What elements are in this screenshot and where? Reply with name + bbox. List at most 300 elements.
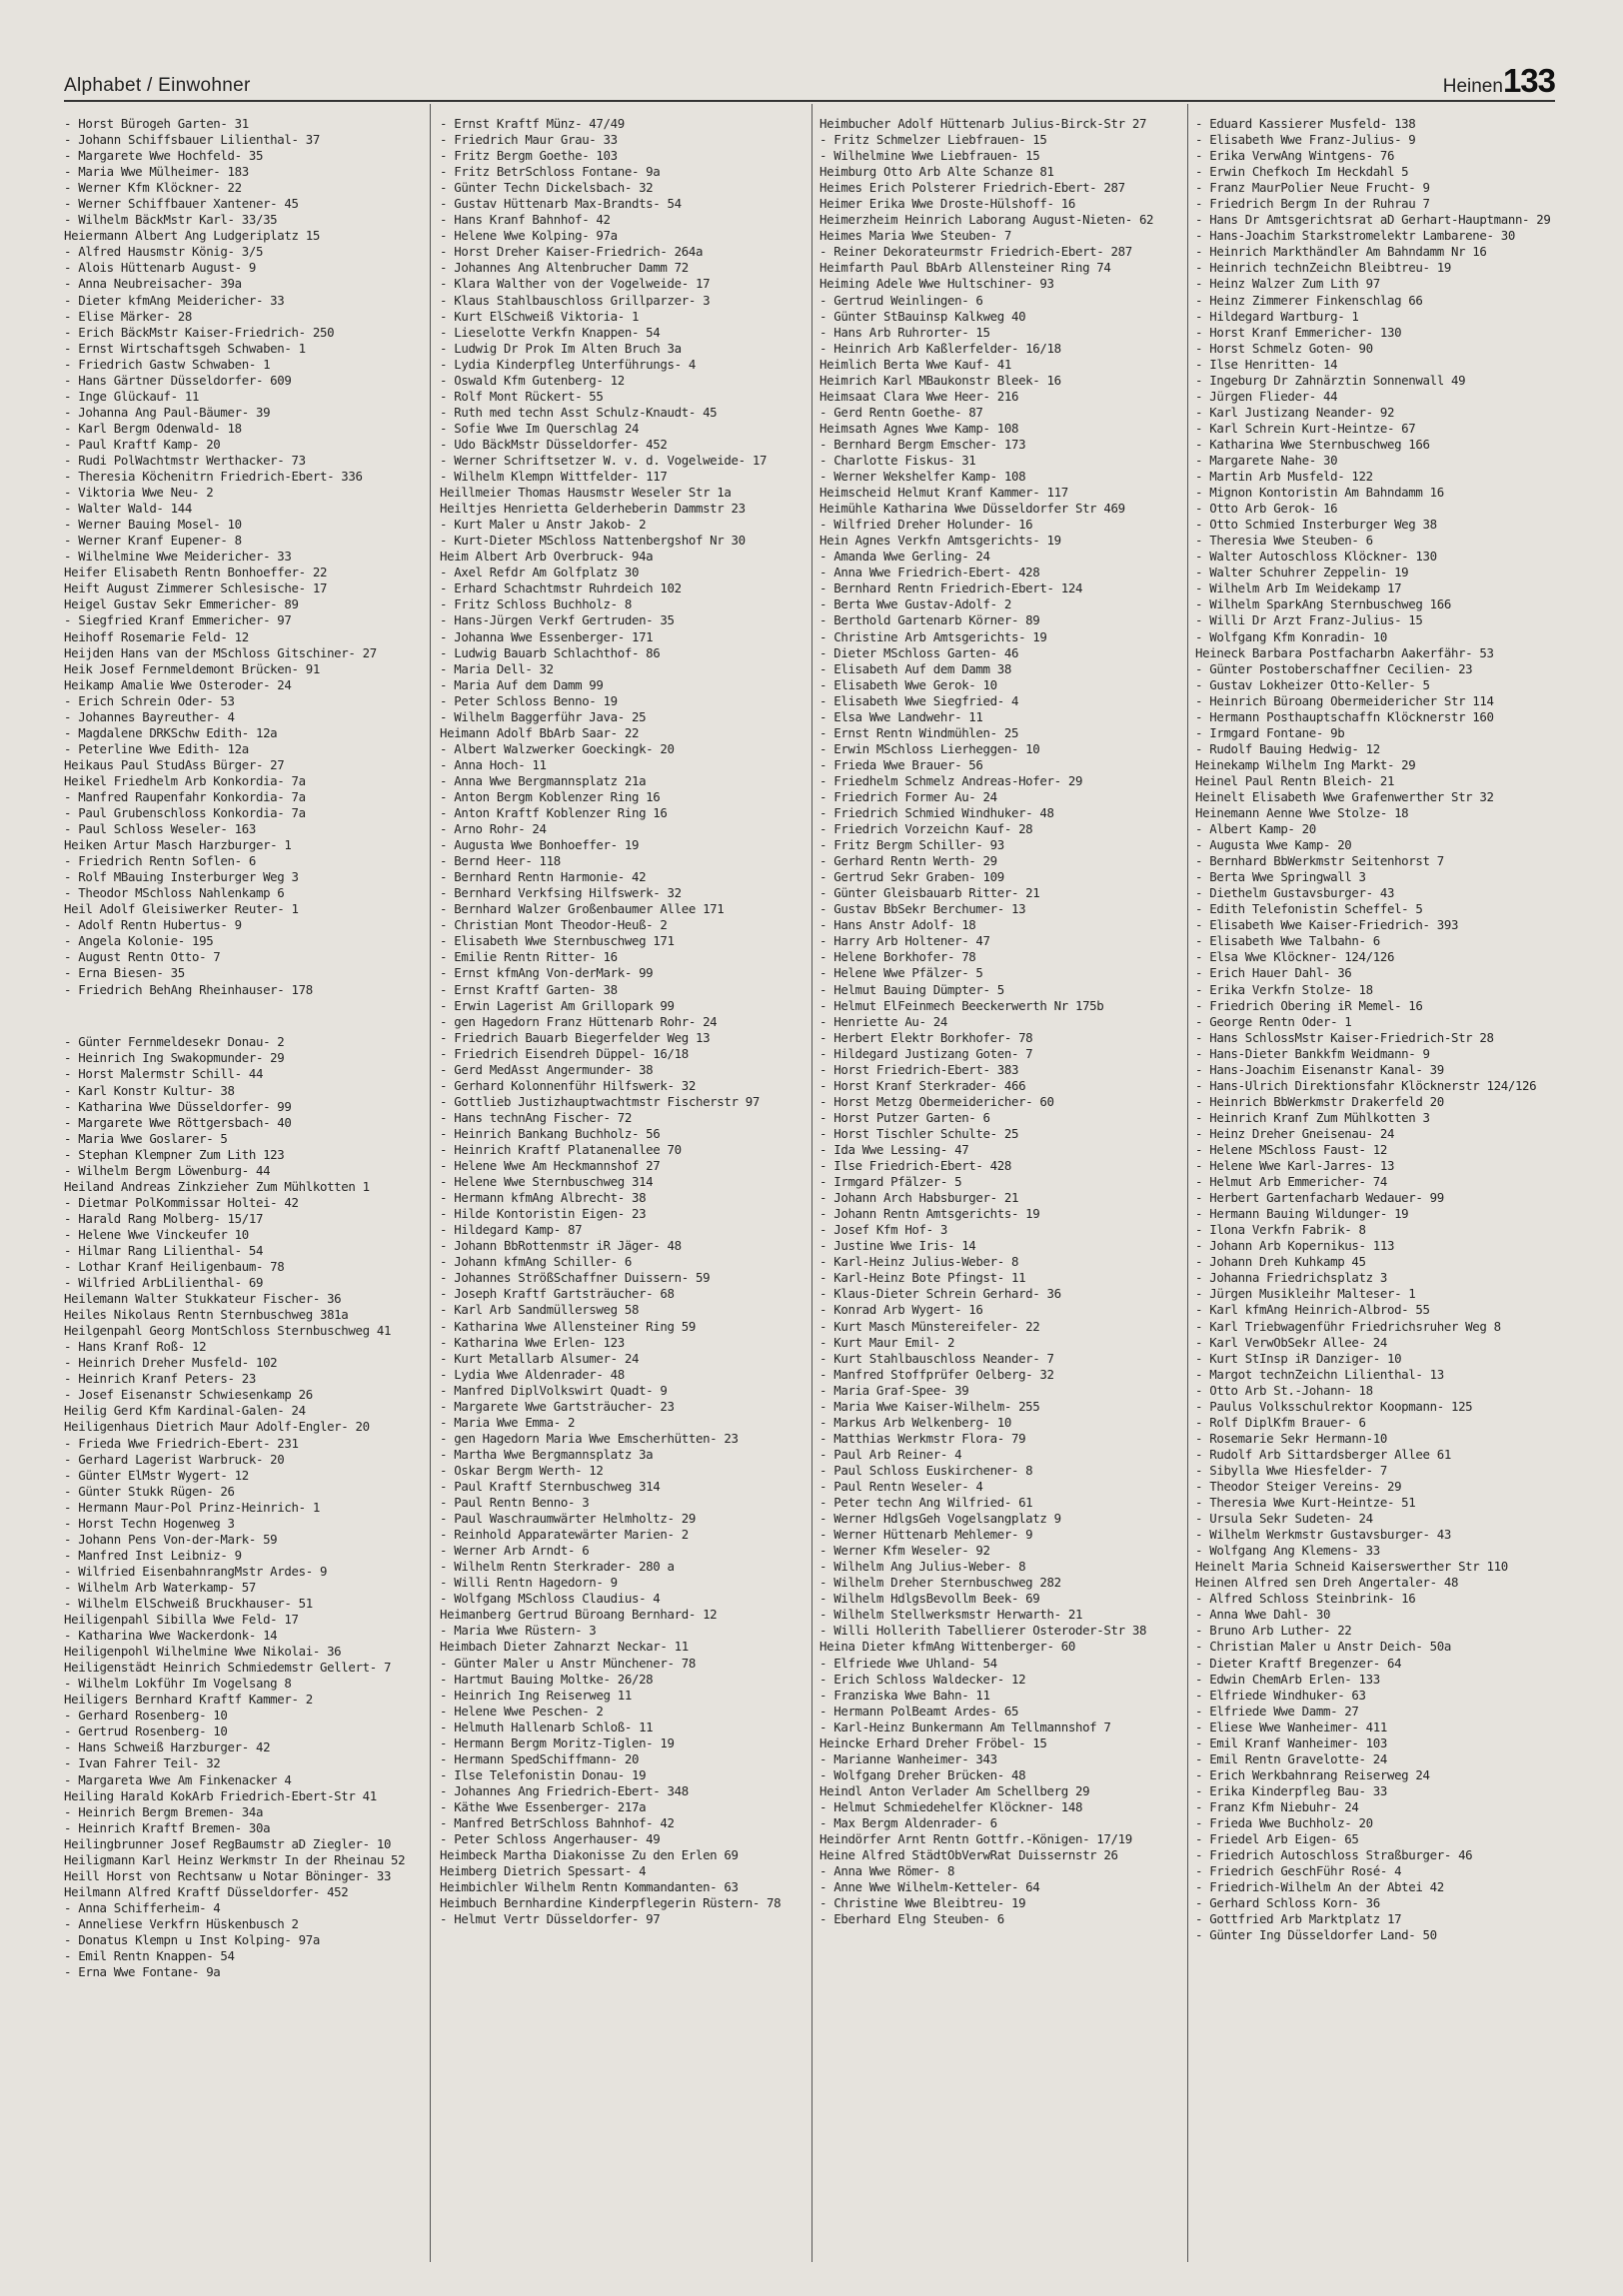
directory-entry: - Klaus-Dieter Schrein Gerhard- 36	[819, 1286, 1061, 1302]
directory-entry: - Elfriede Windhuker- 63	[1195, 1687, 1366, 1703]
directory-entry: - Günter StBauinsp Kalkweg 40	[819, 308, 1026, 324]
directory-entry: - Wilhelm ElSchweiß Bruckhauser- 51	[64, 1596, 313, 1611]
directory-entry: - Inge Glückauf- 11	[64, 388, 200, 404]
directory-entry: - Margarete Wwe Röttgersbach- 40	[64, 1114, 292, 1130]
directory-entry: - Walter Schuhrer Zeppelin- 19	[1195, 565, 1409, 580]
directory-entry: - Elisabeth Wwe Kaiser-Friedrich- 393	[1195, 917, 1459, 933]
directory-entry: - Hans-Joachim Eisenanstr Kanal- 39	[1195, 1061, 1444, 1077]
directory-entry: - Anneliese Verkfrn Hüskenbusch 2	[64, 1915, 299, 1931]
directory-entry: Heilingbrunner Josef RegBaumstr aD Ziegler- 10	[64, 1835, 392, 1851]
directory-entry: - Christine Arb Amtsgerichts- 19	[819, 628, 1047, 644]
directory-entry: - Margarete Nahe- 30	[1195, 452, 1338, 468]
directory-entry: - Günter Maler u Anstr Münchener- 78	[440, 1655, 696, 1671]
directory-entry: - Friedrich Former Au- 24	[819, 788, 997, 804]
directory-entry: - Hans Arb Ruhrorter- 15	[819, 324, 990, 340]
directory-entry: - Elise Märker- 28	[64, 308, 192, 324]
directory-entry: Heiles Nikolaus Rentn Sternbuschweg 381a	[64, 1307, 349, 1323]
directory-entry: - Ida Wwe Lessing- 47	[819, 1142, 969, 1157]
directory-entry: - Erich Schrein Oder- 53	[64, 692, 235, 708]
directory-entry: - Franziska Wwe Bahn- 11	[819, 1687, 990, 1703]
directory-entry: - Karl kfmAng Heinrich-Albrod- 55	[1195, 1302, 1430, 1318]
directory-entry: - Amanda Wwe Gerling- 24	[819, 549, 990, 565]
directory-entry: - Erika VerwAng Wintgens- 76	[1195, 148, 1395, 164]
directory-entry: - Franz MaurPolier Neue Frucht- 9	[1195, 180, 1430, 196]
directory-entry: - Anna Schifferheim- 4	[64, 1899, 221, 1915]
directory-entry: - Irmgard Fontane- 9b	[1195, 724, 1345, 740]
directory-entry: Heincke Erhard Dreher Fröbel- 15	[819, 1734, 1047, 1750]
directory-entry: - gen Hagedorn Maria Wwe Emscherhütten- 23	[440, 1430, 739, 1446]
directory-entry: - Frieda Wwe Brauer- 56	[819, 756, 983, 772]
directory-entry: - Bernhard Rentn Friedrich-Ebert- 124	[819, 580, 1083, 596]
directory-entry: - Ludwig Dr Prok Im Alten Bruch 3a	[440, 340, 682, 356]
directory-entry: Heinemann Aenne Wwe Stolze- 18	[1195, 805, 1409, 821]
directory-entry: - Heinrich Bankang Buchholz- 56	[440, 1125, 661, 1141]
directory-entry: - Klara Walther von der Vogelweide- 17	[440, 276, 711, 292]
directory-entry: - Johann kfmAng Schiller- 6	[440, 1254, 632, 1270]
directory-entry: - Gerhard Lagerist Warbruck- 20	[64, 1451, 285, 1467]
directory-entry: - Jürgen Flieder- 44	[1195, 388, 1338, 404]
directory-entry: - Erich Schloss Waldecker- 12	[819, 1671, 1026, 1687]
directory-entry: - Elisabeth Wwe Franz-Julius- 9	[1195, 132, 1416, 148]
directory-entry: Hein Agnes Verkfn Amtsgerichts- 19	[819, 533, 1061, 549]
directory-entry: Heilgenpahl Georg MontSchloss Sternbuschweg 41	[64, 1323, 392, 1339]
directory-entry: - Markus Arb Welkenberg- 10	[819, 1414, 1011, 1430]
directory-entry: - George Rentn Oder- 1	[1195, 1013, 1352, 1029]
directory-entry: - Helene Wwe Sternbuschweg 314	[440, 1174, 654, 1190]
directory-entry: - Matthias Werkmstr Flora- 79	[819, 1430, 1026, 1446]
directory-entry: - Paul Grubenschloss Konkordia- 7a	[64, 805, 306, 821]
directory-entry: - Elsa Wwe Landwehr- 11	[819, 708, 983, 724]
directory-entry: Heigel Gustav Sekr Emmericher- 89	[64, 596, 299, 612]
directory-entry: - Peter techn Ang Wilfried- 61	[819, 1495, 1033, 1511]
directory-entry: - Manfred Raupenfahr Konkordia- 7a	[64, 788, 306, 804]
directory-entry: - Eliese Wwe Wanheimer- 411	[1195, 1719, 1387, 1734]
directory-entry: - Theodor MSchloss Nahlenkamp 6	[64, 885, 285, 901]
directory-entry: - Heinrich Büroang Obermeidericher Str 114	[1195, 692, 1494, 708]
directory-entry: - Katharina Wwe Wackerdonk- 14	[64, 1628, 278, 1644]
directory-entry: - Friedrich Eisendreh Düppel- 16/18	[440, 1045, 689, 1061]
directory-entry: - Max Bergm Aldenrader- 6	[819, 1814, 997, 1830]
directory-entry: - Emil Rentn Gravelotte- 24	[1195, 1750, 1387, 1766]
directory-entry: - Bernhard Walzer Großenbaumer Allee 171	[440, 901, 725, 917]
directory-entry: Heinelt Maria Schneid Kaiserswerther Str 110	[1195, 1559, 1508, 1575]
directory-entry: - Eberhard Elng Steuben- 6	[819, 1911, 1004, 1927]
directory-entry: - Erna Wwe Fontane- 9a	[64, 1964, 221, 1980]
directory-entry: - Edwin ChemArb Erlen- 133	[1195, 1671, 1380, 1687]
directory-entry: Heikamp Amalie Wwe Osteroder- 24	[64, 676, 292, 692]
directory-entry: - Elsa Wwe Klöckner- 124/126	[1195, 949, 1395, 965]
directory-entry: - Friedrich-Wilhelm An der Abtei 42	[1195, 1879, 1444, 1895]
directory-entry: - Werner Schriftsetzer W. v. d. Vogelweide- 17	[440, 452, 768, 468]
directory-entry: - Diethelm Gustavsburger- 43	[1195, 885, 1395, 901]
directory-entry: - Horst Bürogeh Garten- 31	[64, 116, 249, 131]
directory-entry: - Hildegard Justizang Goten- 7	[819, 1045, 1033, 1061]
directory-entry: - Walter Autoschloss Klöckner- 130	[1195, 549, 1437, 565]
directory-entry: - Heinrich Ing Reiserweg 11	[440, 1687, 632, 1703]
directory-entry: - Werner HdlgsGeh Vogelsangplatz 9	[819, 1511, 1061, 1527]
directory-entry: - Ernst Rentn Windmühlen- 25	[819, 724, 1019, 740]
directory-entry: - Reinhold Apparatewärter Marien- 2	[440, 1527, 689, 1543]
directory-entry: - Hermann kfmAng Albrecht- 38	[440, 1190, 647, 1206]
directory-entry: Heikaus Paul StudAss Bürger- 27	[64, 756, 285, 772]
directory-entry: - Friedrich Schmied Windhuker- 48	[819, 805, 1054, 821]
directory-entry: - Klaus Stahlbauschloss Grillparzer- 3	[440, 292, 711, 308]
directory-entry: Heiken Artur Masch Harzburger- 1	[64, 837, 292, 853]
directory-entry: - Marianne Wanheimer- 343	[819, 1750, 997, 1766]
directory-entry: - Bernd Heer- 118	[440, 853, 561, 869]
directory-entry: - Ingeburg Dr Zahnärztin Sonnenwall 49	[1195, 372, 1466, 388]
directory-entry: Heimanberg Gertrud Büroang Bernhard- 12	[440, 1607, 718, 1623]
directory-entry: - Helene Borkhofer- 78	[819, 949, 976, 965]
directory-entry: Heimburg Otto Arb Alte Schanze 81	[819, 164, 1054, 180]
directory-entry: - Harald Rang Molberg- 15/17	[64, 1210, 264, 1226]
page-keyword: Heinen	[1442, 76, 1503, 97]
directory-entry: - Johannes Ang Altenbrucher Damm 72	[440, 260, 689, 276]
directory-entry: - Berta Wwe Springwall 3	[1195, 869, 1366, 885]
directory-entry: - Theresia Wwe Steuben- 6	[1195, 533, 1373, 549]
directory-entry: - Gertrud Rosenberg- 10	[64, 1723, 228, 1739]
directory-column-3	[819, 116, 1185, 2274]
directory-entry: - Maria Wwe Goslarer- 5	[64, 1130, 228, 1146]
directory-entry: - Otto Arb St.-Johann- 18	[1195, 1382, 1373, 1398]
directory-entry: - Fritz Schmelzer Liebfrauen- 15	[819, 132, 1047, 148]
directory-entry: - Werner Bauing Mosel- 10	[64, 517, 242, 533]
directory-entry: - Helene Wwe Pfälzer- 5	[819, 965, 983, 981]
directory-entry: - Heinz Walzer Zum Lith 97	[1195, 276, 1380, 292]
directory-entry: - Helmut Bauing Dümpter- 5	[819, 981, 1004, 997]
directory-entry: - Paul Rentn Benno- 3	[440, 1495, 590, 1511]
directory-entry: - Johannes StrößSchaffner Duissern- 59	[440, 1270, 711, 1286]
directory-entry: Heil Adolf Gleisiwerker Reuter- 1	[64, 901, 299, 917]
directory-entry: - Augusta Wwe Bonhoeffer- 19	[440, 837, 640, 853]
directory-entry: - Katharina Wwe Düsseldorfer- 99	[64, 1098, 292, 1114]
directory-entry: - Justine Wwe Iris- 14	[819, 1238, 976, 1254]
directory-entry: Heijden Hans van der MSchloss Gitschiner- 27	[64, 644, 377, 660]
directory-entry: Heimlich Berta Wwe Kauf- 41	[819, 356, 1011, 372]
directory-entry: - Wilhelm Stellwerksmstr Herwarth- 21	[819, 1607, 1083, 1623]
directory-entry: - Helene Wwe Am Heckmannshof 27	[440, 1158, 661, 1174]
directory-entry: - Hildegard Wartburg- 1	[1195, 308, 1359, 324]
directory-entry: Heindl Anton Verlader Am Schellberg 29	[819, 1782, 1090, 1798]
directory-entry: - Berta Wwe Gustav-Adolf- 2	[819, 596, 1011, 612]
directory-entry: - Otto Arb Gerok- 16	[1195, 501, 1338, 517]
directory-entry: Heineck Barbara Postfacharbn Aakerfähr- 53	[1195, 644, 1494, 660]
directory-entry: - Gerhard Kolonnenführ Hilfswerk- 32	[440, 1077, 696, 1093]
directory-entry: - Hans SchlossMstr Kaiser-Friedrich-Str 28	[1195, 1029, 1494, 1045]
directory-entry: Heiltjes Henrietta Gelderheberin Dammstr 23	[440, 501, 746, 517]
directory-entry: - Alfred Hausmstr König- 3/5	[64, 244, 264, 260]
directory-entry: - Rolf MBauing Insterburger Weg 3	[64, 869, 299, 885]
directory-entry: - Magdalene DRKSchw Edith- 12a	[64, 724, 278, 740]
directory-entry: - Heinrich Kraftf Platanenallee 70	[440, 1142, 682, 1157]
directory-entry: - Johannes Ang Friedrich-Ebert- 348	[440, 1782, 689, 1798]
directory-entry: - Johanna Ang Paul-Bäumer- 39	[64, 404, 271, 420]
directory-entry: - Karl Schrein Kurt-Heintze- 67	[1195, 420, 1416, 436]
directory-entry: - Heinrich technZeichn Bleibtreu- 19	[1195, 260, 1451, 276]
directory-entry: - Sofie Wwe Im Querschlag 24	[440, 420, 640, 436]
directory-entry: - Wilhelm Werkmstr Gustavsburger- 43	[1195, 1527, 1451, 1543]
directory-entry: - Frieda Wwe Friedrich-Ebert- 231	[64, 1435, 299, 1451]
directory-entry: - Anna Wwe Römer- 8	[819, 1863, 955, 1879]
directory-entry: - Johann Rentn Amtsgerichts- 19	[819, 1206, 1040, 1222]
directory-entry: - Fritz Bergm Goethe- 103	[440, 148, 618, 164]
directory-entry: - Johann Schiffsbauer Lilienthal- 37	[64, 132, 320, 148]
directory-entry: - Paul Kraftf Sternbuschweg 314	[440, 1478, 661, 1494]
directory-entry: - Hans-Ulrich Direktionsfahr Klöcknerstr 124/126	[1195, 1077, 1537, 1093]
directory-entry: - Horst Techn Hogenweg 3	[64, 1515, 235, 1531]
directory-entry: Heikel Friedhelm Arb Konkordia- 7a	[64, 772, 306, 788]
directory-entry: - August Rentn Otto- 7	[64, 949, 221, 965]
directory-entry: - Karl Konstr Kultur- 38	[64, 1082, 235, 1098]
directory-entry: - Paul Rentn Weseler- 4	[819, 1478, 983, 1494]
directory-entry: - Hans-Jürgen Verkf Gertruden- 35	[440, 612, 675, 628]
directory-entry: - Gerhard Rosenberg- 10	[64, 1708, 228, 1723]
directory-entry: - Eduard Kassierer Musfeld- 138	[1195, 116, 1416, 131]
directory-entry: Heine Alfred StädtObVerwRat Duissernstr 26	[819, 1847, 1118, 1863]
directory-entry: - Kurt Masch Münstereifeler- 22	[819, 1318, 1040, 1334]
directory-entry: - Anna Wwe Friedrich-Ebert- 428	[819, 565, 1040, 580]
directory-entry: Heimerzheim Heinrich Laborang August-Nieten- 62	[819, 212, 1154, 228]
directory-entry: - Bernhard Verkfsing Hilfswerk- 32	[440, 885, 682, 901]
directory-entry: Heim Albert Arb Overbruck- 94a	[440, 549, 654, 565]
directory-entry: Heinen Alfred sen Dreh Angertaler- 48	[1195, 1575, 1459, 1591]
directory-entry: - Herbert Elektr Borkhofer- 78	[819, 1029, 1033, 1045]
directory-entry: - Werner Hüttenarb Mehlemer- 9	[819, 1527, 1033, 1543]
directory-entry: - Elisabeth Wwe Sternbuschweg 171	[440, 933, 675, 949]
directory-entry: Heiligenhaus Dietrich Maur Adolf-Engler- 20	[64, 1419, 370, 1435]
directory-entry: - Horst Metzg Obermeidericher- 60	[819, 1093, 1054, 1109]
directory-entry: - Albert Walzwerker Goeckingk- 20	[440, 740, 675, 756]
directory-entry: Heimbuch Bernhardine Kinderpflegerin Rüstern- 78	[440, 1895, 782, 1911]
directory-entry: - Augusta Wwe Kamp- 20	[1195, 837, 1352, 853]
directory-entry: Heiligers Bernhard Kraftf Kammer- 2	[64, 1692, 313, 1708]
directory-entry: - Gertrud Sekr Graben- 109	[819, 869, 1004, 885]
column-divider	[430, 104, 431, 2262]
directory-entry: - Lydia Wwe Aldenrader- 48	[440, 1366, 625, 1382]
directory-entry: - Horst Malermstr Schill- 44	[64, 1066, 264, 1082]
directory-column-4	[1195, 116, 1559, 2274]
directory-entry: - Willi Rentn Hagedorn- 9	[440, 1575, 618, 1591]
directory-entry: - Wilhelm SparkAng Sternbuschweg 166	[1195, 596, 1451, 612]
directory-entry: - Josef Kfm Hof- 3	[819, 1222, 947, 1238]
directory-entry: - Johanna Wwe Essenberger- 171	[440, 628, 654, 644]
directory-entry: - Hans Gärtner Düsseldorfer- 609	[64, 372, 292, 388]
directory-entry: Heinekamp Wilhelm Ing Markt- 29	[1195, 756, 1416, 772]
directory-entry: - Wilhelm Baggerführ Java- 25	[440, 708, 647, 724]
directory-entry: - Friedrich Bauarb Biegerfelder Weg 13	[440, 1029, 711, 1045]
directory-entry: - Rudi PolWachtmstr Werthacker- 73	[64, 452, 306, 468]
directory-entry: - Elfriede Wwe Uhland- 54	[819, 1655, 997, 1671]
directory-entry: - Gerhard Schloss Korn- 36	[1195, 1895, 1380, 1911]
directory-entry: - Wilhelm Dreher Sternbuschweg 282	[819, 1575, 1061, 1591]
directory-entry: - Wilhelm Arb Waterkamp- 57	[64, 1579, 256, 1595]
directory-entry: - Charlotte Fiskus- 31	[819, 452, 976, 468]
directory-entry: - Edith Telefonistin Scheffel- 5	[1195, 901, 1423, 917]
directory-entry: - Hans Kranf Roß- 12	[64, 1339, 207, 1355]
directory-entry: - Kurt-Dieter MSchloss Nattenbergshof Nr 30	[440, 533, 746, 549]
directory-entry: - Erwin Chefkoch Im Heckdahl 5	[1195, 164, 1409, 180]
directory-entry: - Martin Arb Musfeld- 122	[1195, 469, 1373, 485]
directory-entry: - Kurt ElSchweiß Viktoria- 1	[440, 308, 640, 324]
section-title: Alphabet / Einwohner	[64, 75, 251, 96]
directory-entry: - Wilhelm Arb Im Weidekamp 17	[1195, 580, 1402, 596]
directory-entry: - Hildegard Kamp- 87	[440, 1222, 583, 1238]
page-header	[64, 64, 1555, 102]
directory-entry: - Ilse Friedrich-Ebert- 428	[819, 1158, 1011, 1174]
directory-entry: Heilmann Alfred Kraftf Düsseldorfer- 452	[64, 1883, 349, 1899]
directory-entry: - Wilhelm BäckMstr Karl- 33/35	[64, 212, 278, 228]
directory-entry: Heimsath Agnes Wwe Kamp- 108	[819, 420, 1019, 436]
directory-entry: - Friedrich BehAng Rheinhauser- 178	[64, 981, 313, 997]
directory-entry: - Anna Neubreisacher- 39a	[64, 276, 242, 292]
directory-entry: - Gerd MedAsst Angermunder- 38	[440, 1061, 654, 1077]
directory-entry: - Ursula Sekr Sudeten- 24	[1195, 1511, 1373, 1527]
directory-entry: - Oskar Bergm Werth- 12	[440, 1462, 604, 1478]
directory-entry: Heiland Andreas Zinkzieher Zum Mühlkotten 1	[64, 1178, 370, 1194]
directory-entry: - Sibylla Wwe Hiesfelder- 7	[1195, 1462, 1387, 1478]
directory-entry: - Ilse Henritten- 14	[1195, 356, 1338, 372]
directory-entry: - Wolfgang Kfm Konradin- 10	[1195, 628, 1387, 644]
directory-entry: - Hans technAng Fischer- 72	[440, 1109, 632, 1125]
directory-entry: - Günter Techn Dickelsbach- 32	[440, 180, 654, 196]
directory-entry: - Lothar Kranf Heiligenbaum- 78	[64, 1259, 285, 1275]
directory-entry: - Martha Wwe Bergmannsplatz 3a	[440, 1446, 654, 1462]
directory-entry: - Günter Gleisbauarb Ritter- 21	[819, 885, 1040, 901]
directory-entry: - Peterline Wwe Edith- 12a	[64, 740, 249, 756]
directory-entry: - Maria Wwe Mülheimer- 183	[64, 164, 249, 180]
directory-entry: - Elfriede Wwe Damm- 27	[1195, 1703, 1359, 1719]
directory-entry: - Günter Ing Düsseldorfer Land- 50	[1195, 1927, 1437, 1943]
directory-entry: - Maria Auf dem Damm 99	[440, 676, 604, 692]
directory-column-2	[440, 116, 806, 2274]
directory-entry: Heimsaat Clara Wwe Heer- 216	[819, 388, 1019, 404]
directory-entry: - Christian Maler u Anstr Deich- 50a	[1195, 1639, 1451, 1655]
directory-entry: - Theresia Wwe Kurt-Heintze- 51	[1195, 1495, 1416, 1511]
directory-entry: - Werner Schiffbauer Xantener- 45	[64, 196, 299, 212]
directory-entry: - Oswald Kfm Gutenberg- 12	[440, 372, 625, 388]
directory-entry: - Gerd Rentn Goethe- 87	[819, 404, 983, 420]
directory-entry: - Heinz Dreher Gneisenau- 24	[1195, 1125, 1395, 1141]
directory-entry: - Fritz Bergm Schiller- 93	[819, 837, 1004, 853]
directory-entry: - Werner Wekshelfer Kamp- 108	[819, 469, 1026, 485]
directory-entry: - Fritz Schloss Buchholz- 8	[440, 596, 632, 612]
directory-entry: - Theresia Köchenitrn Friedrich-Ebert- 336	[64, 469, 363, 485]
directory-entry: - Hartmut Bauing Moltke- 26/28	[440, 1671, 654, 1687]
directory-entry: - Dieter MSchloss Garten- 46	[819, 644, 1019, 660]
directory-entry: - Manfred DiplVolkswirt Quadt- 9	[440, 1382, 668, 1398]
directory-entry: - Anna Hoch- 11	[440, 756, 547, 772]
directory-entry: - Anna Wwe Bergmannsplatz 21a	[440, 772, 647, 788]
directory-entry: Heiligenpahl Sibilla Wwe Feld- 17	[64, 1612, 299, 1628]
directory-entry: - Berthold Gartenarb Körner- 89	[819, 612, 1040, 628]
directory-entry: - Wilhelm Ang Julius-Weber- 8	[819, 1559, 1026, 1575]
directory-entry: - Maria Dell- 32	[440, 660, 554, 676]
directory-entry: - Hilde Kontoristin Eigen- 23	[440, 1206, 647, 1222]
directory-entry: - Bruno Arb Luther- 22	[1195, 1623, 1352, 1639]
directory-entry: - Ilse Telefonistin Donau- 19	[440, 1766, 647, 1782]
directory-entry: - Wilhelm HdlgsBevollm Beek- 69	[819, 1591, 1040, 1607]
directory-entry: - Otto Schmied Insterburger Weg 38	[1195, 517, 1437, 533]
directory-entry: - Rudolf Arb Sittardsberger Allee 61	[1195, 1446, 1451, 1462]
directory-entry: Heimühle Katharina Wwe Düsseldorfer Str 469	[819, 501, 1125, 517]
directory-entry: - Peter Schloss Benno- 19	[440, 692, 618, 708]
directory-entry: - Donatus Klempn u Inst Kolping- 97a	[64, 1931, 320, 1947]
directory-entry: - Werner Kranf Eupener- 8	[64, 533, 242, 549]
directory-entry: - Willi Dr Arzt Franz-Julius- 15	[1195, 612, 1423, 628]
directory-entry: - Johann Dreh Kuhkamp 45	[1195, 1254, 1366, 1270]
directory-entry: - Horst Kranf Sterkrader- 466	[819, 1077, 1026, 1093]
directory-entry: Heiling Harald KokArb Friedrich-Ebert-Str 41	[64, 1787, 377, 1803]
directory-entry: - Gustav Hüttenarb Max-Brandts- 54	[440, 196, 682, 212]
directory-entry: - Margarete Wwe Hochfeld- 35	[64, 148, 264, 164]
directory-entry: Heindörfer Arnt Rentn Gottfr.-Königen- 17/19	[819, 1831, 1132, 1847]
directory-entry: Heiligmann Karl Heinz Werkmstr In der Rheinau 52	[64, 1851, 406, 1867]
directory-entry: - Alfred Schloss Steinbrink- 16	[1195, 1591, 1416, 1607]
directory-entry: - Emil Kranf Wanheimer- 103	[1195, 1734, 1387, 1750]
directory-entry: - Erhard Schachtmstr Ruhrdeich 102	[440, 580, 682, 596]
directory-entry: - Frieda Wwe Buchholz- 20	[1195, 1814, 1373, 1830]
directory-entry: - Maria Wwe Kaiser-Wilhelm- 255	[819, 1398, 1040, 1414]
directory-entry: - Katharina Wwe Allensteiner Ring 59	[440, 1318, 696, 1334]
directory-entry: - Lydia Kinderpfleg Unterführungs- 4	[440, 356, 696, 372]
directory-entry: - Rolf DiplKfm Brauer- 6	[1195, 1414, 1366, 1430]
directory-entry: - Friedel Arb Eigen- 65	[1195, 1831, 1359, 1847]
directory-entry: - Heinrich Ing Swakopmunder- 29	[64, 1050, 285, 1066]
directory-entry: - Karl Justizang Neander- 92	[1195, 404, 1395, 420]
directory-entry: Heimscheid Helmut Kranf Kammer- 117	[819, 485, 1068, 501]
directory-entry: - Heinz Zimmerer Finkenschlag 66	[1195, 292, 1423, 308]
directory-entry: - Willi Hollerith Tabellierer Osteroder-Str 38	[819, 1623, 1147, 1639]
directory-entry: - Irmgard Pfälzer- 5	[819, 1174, 962, 1190]
directory-entry: Heimbeck Martha Diakonisse Zu den Erlen 69	[440, 1847, 739, 1863]
directory-entry: Heimbach Dieter Zahnarzt Neckar- 11	[440, 1639, 689, 1655]
directory-entry: - Friedrich Bergm In der Ruhrau 7	[1195, 196, 1430, 212]
directory-entry: - Heinrich Bergm Bremen- 34a	[64, 1803, 264, 1819]
directory-entry: - Manfred BetrSchloss Bahnhof- 42	[440, 1814, 675, 1830]
directory-entry: - Hermann Posthauptschaffn Klöcknerstr 160	[1195, 708, 1494, 724]
directory-entry: - Heinrich Arb Kaßlerfelder- 16/18	[819, 340, 1061, 356]
directory-entry: - Manfred Inst Leibniz- 9	[64, 1547, 242, 1563]
directory-entry: - Margot technZeichn Lilienthal- 13	[1195, 1366, 1444, 1382]
directory-entry: - Helmuth Hallenarb Schloß- 11	[440, 1719, 654, 1734]
directory-entry: - Paul Schloss Euskirchener- 8	[819, 1462, 1033, 1478]
directory-entry: Heimes Maria Wwe Steuben- 7	[819, 228, 1011, 244]
directory-entry: Heimbucher Adolf Hüttenarb Julius-Birck-Str 27	[819, 116, 1147, 131]
directory-entry: - Günter Fernmeldesekr Donau- 2	[64, 1034, 285, 1050]
directory-entry: - Manfred Stoffprüfer Oelberg- 32	[819, 1366, 1054, 1382]
directory-entry: - Gustav BbSekr Berchumer- 13	[819, 901, 1026, 917]
directory-entry: - Dieter kfmAng Meidericher- 33	[64, 292, 285, 308]
directory-entry: - Ruth med techn Asst Schulz-Knaudt- 45	[440, 404, 718, 420]
directory-entry: - Wolfgang Ang Klemens- 33	[1195, 1543, 1380, 1559]
directory-entry: - Siegfried Kranf Emmericher- 97	[64, 612, 292, 628]
directory-entry: Heift August Zimmerer Schlesische- 17	[64, 580, 328, 596]
directory-entry: Heilig Gerd Kfm Kardinal-Galen- 24	[64, 1403, 306, 1419]
directory-column-1	[64, 116, 424, 2274]
directory-entry: - Gerhard Rentn Werth- 29	[819, 853, 997, 869]
directory-entry: - Wolfgang Dreher Brücken- 48	[819, 1766, 1026, 1782]
directory-entry: - Kurt Metallarb Alsumer- 24	[440, 1350, 640, 1366]
directory-entry: - Hans-Joachim Starkstromelektr Lambarene- 30	[1195, 228, 1515, 244]
directory-entry: Heimes Erich Polsterer Friedrich-Ebert- 287	[819, 180, 1125, 196]
directory-entry: - Kurt Maler u Anstr Jakob- 2	[440, 517, 647, 533]
directory-entry: - Rolf Mont Rückert- 55	[440, 388, 604, 404]
directory-entry: - Heinrich Markthändler Am Bahndamm Nr 16	[1195, 244, 1487, 260]
directory-entry: - Joseph Kraftf Gartsträucher- 68	[440, 1286, 675, 1302]
directory-entry: - Friedhelm Schmelz Andreas-Hofer- 29	[819, 772, 1083, 788]
directory-entry: - Karl-Heinz Bunkermann Am Tellmannshof 7	[819, 1719, 1111, 1734]
directory-entry: - Gertrud Weinlingen- 6	[819, 292, 983, 308]
